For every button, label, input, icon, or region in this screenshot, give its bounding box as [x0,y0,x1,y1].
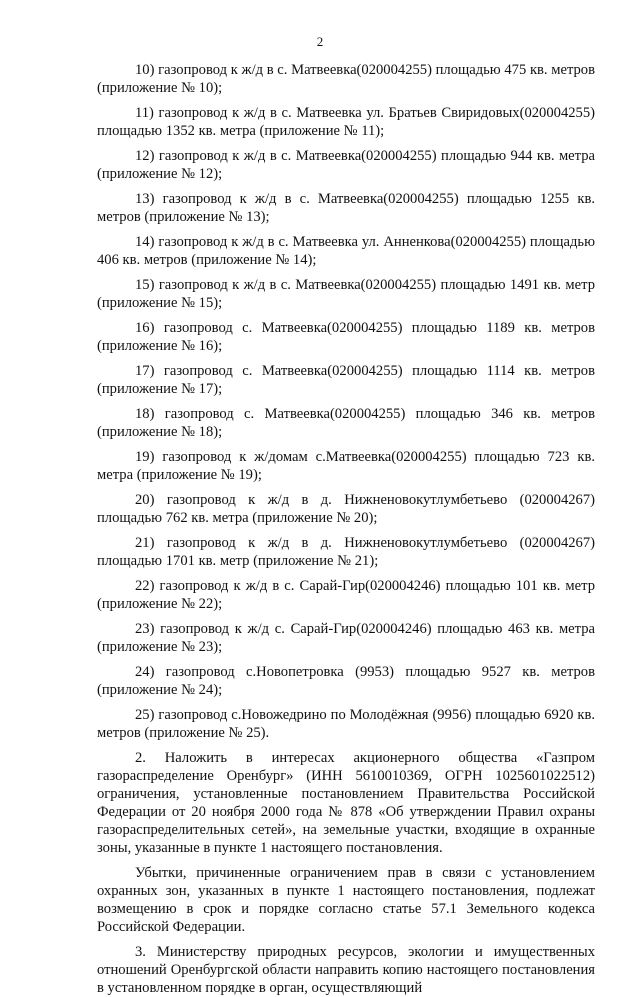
list-item-24: 24) газопровод с.Новопетровка (9953) площадью 9527 кв. метров (приложение № 24); [97,664,595,698]
paragraph-2: 2. Наложить в интересах акционерного общества «Газпром газораспределение Оренбург» (ИНН 5610010369, ОГРН 1025601022512) ограничения, установленные постановлением Правительства Российской Федерации от 20 ноября 2000 года № 878 «Об утверждении Правил охраны газораспределительных сетей», на земельные участки, входящие в охранные зоны, указанные в пункте 1 настоящего постановления. [97,750,595,856]
list-item-18: 18) газопровод с. Матвеевка(020004255) площадью 346 кв. метров (приложение № 18); [97,406,595,440]
list-item-20: 20) газопровод к ж/д в д. Нижненовокутлумбетьево (020004267) площадью 762 кв. метра (приложение № 20); [97,492,595,526]
list-item-12: 12) газопровод к ж/д в с. Матвеевка(020004255) площадью 944 кв. метра (приложение № 12); [97,148,595,182]
list-item-17: 17) газопровод с. Матвеевка(020004255) площадью 1114 кв. метров (приложение № 17); [97,363,595,397]
list-item-15: 15) газопровод к ж/д в с. Матвеевка(020004255) площадью 1491 кв. метр (приложение № 15); [97,277,595,311]
page-number: 2 [316,34,324,49]
list-item-16: 16) газопровод с. Матвеевка(020004255) площадью 1189 кв. метров (приложение № 16); [97,320,595,354]
list-item-23: 23) газопровод к ж/д с. Сарай-Гир(020004246) площадью 463 кв. метра (приложение № 23); [97,621,595,655]
list-item-11: 11) газопровод к ж/д в с. Матвеевка ул. Братьев Свиридовых(020004255) площадью 1352 кв. метра (приложение № 11); [97,105,595,139]
paragraph-damages: Убытки, причиненные ограничением прав в связи с установлением охранных зон, указанных в пункте 1 настоящего постановления, подлежат возмещению в срок и порядке согласно статье 57.1 Земельного кодекса Российской Федерации. [97,865,595,935]
document-body [97,61,595,997]
list-item-13: 13) газопровод к ж/д в с. Матвеевка(020004255) площадью 1255 кв. метров (приложение № 13); [97,191,595,225]
list-item-22: 22) газопровод к ж/д в с. Сарай-Гир(020004246) площадью 101 кв. метр (приложение № 22); [97,578,595,612]
list-item-10: 10) газопровод к ж/д в с. Матвеевка(020004255) площадью 475 кв. метров (приложение № 10); [97,62,595,96]
list-item-19: 19) газопровод к ж/домам с.Матвеевка(020004255) площадью 723 кв. метра (приложение № 19); [97,449,595,483]
list-item-21: 21) газопровод к ж/д в д. Нижненовокутлумбетьево (020004267) площадью 1701 кв. метр (приложение № 21); [97,535,595,569]
paragraph-3: 3. Министерству природных ресурсов, экологии и имущественных отношений Оренбургской области направить копию настоящего постановления в установленном порядке в орган, осуществляющий [97,944,595,996]
list-item-25: 25) газопровод с.Новожедрино по Молодёжная (9956) площадью 6920 кв. метров (приложение № 25). [97,707,595,741]
list-item-14: 14) газопровод к ж/д в с. Матвеевка ул. Анненкова(020004255) площадью 406 кв. метров (приложение № 14); [97,234,595,268]
